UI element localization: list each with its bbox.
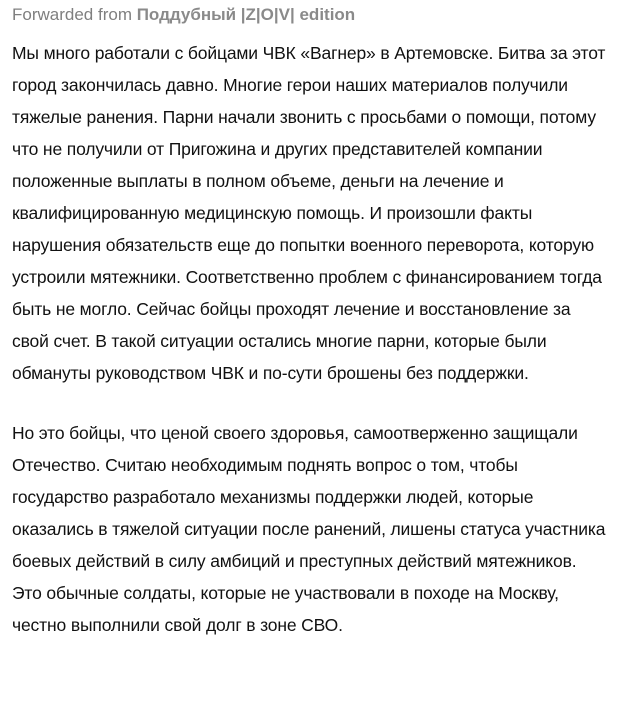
forward-header: [12, 4, 610, 28]
forward-prefix: Forwarded from: [12, 5, 137, 24]
message-text: [12, 37, 610, 641]
forward-source-channel-link[interactable]: Поддубный |Z|O|V| edition: [136, 5, 356, 24]
message-paragraph-1: Мы много работали с бойцами ЧВК «Вагнер» в Артемовске. Битва за этот город закончилась давно. Многие герои наших материалов получили тяжелые ранения. Парни начали звонить с просьбами о помощи, потому что не получили от Пригожина и других представителей компании положенные выплаты в полном объеме, деньги на лечение и квалифицированную медицинскую помощь. И произошли факты нарушения обязательств еще до попытки военного переворота, которую устроили мятежники. Соответственно проблем с финансированием тогда быть не могло. Сейчас бойцы проходят лечение и восстановление за свой счет. В такой ситуации остались многие парни, которые были обмануты руководством ЧВК и по-сути брошены без поддержки.: [12, 43, 606, 383]
message-paragraph-2: Но это бойцы, что ценой своего здоровья, самоотверженно защищали Отечество. Считаю необходимым поднять вопрос о том, чтобы государство разработало механизмы поддержки людей, которые оказались в тяжелой ситуации после ранений, лишены статуса участника боевых действий в силу амбиций и преступных действий мятежников. Это обычные солдаты, которые не участвовали в походе на Москву, честно выполнили свой долг в зоне СВО.: [12, 423, 606, 635]
